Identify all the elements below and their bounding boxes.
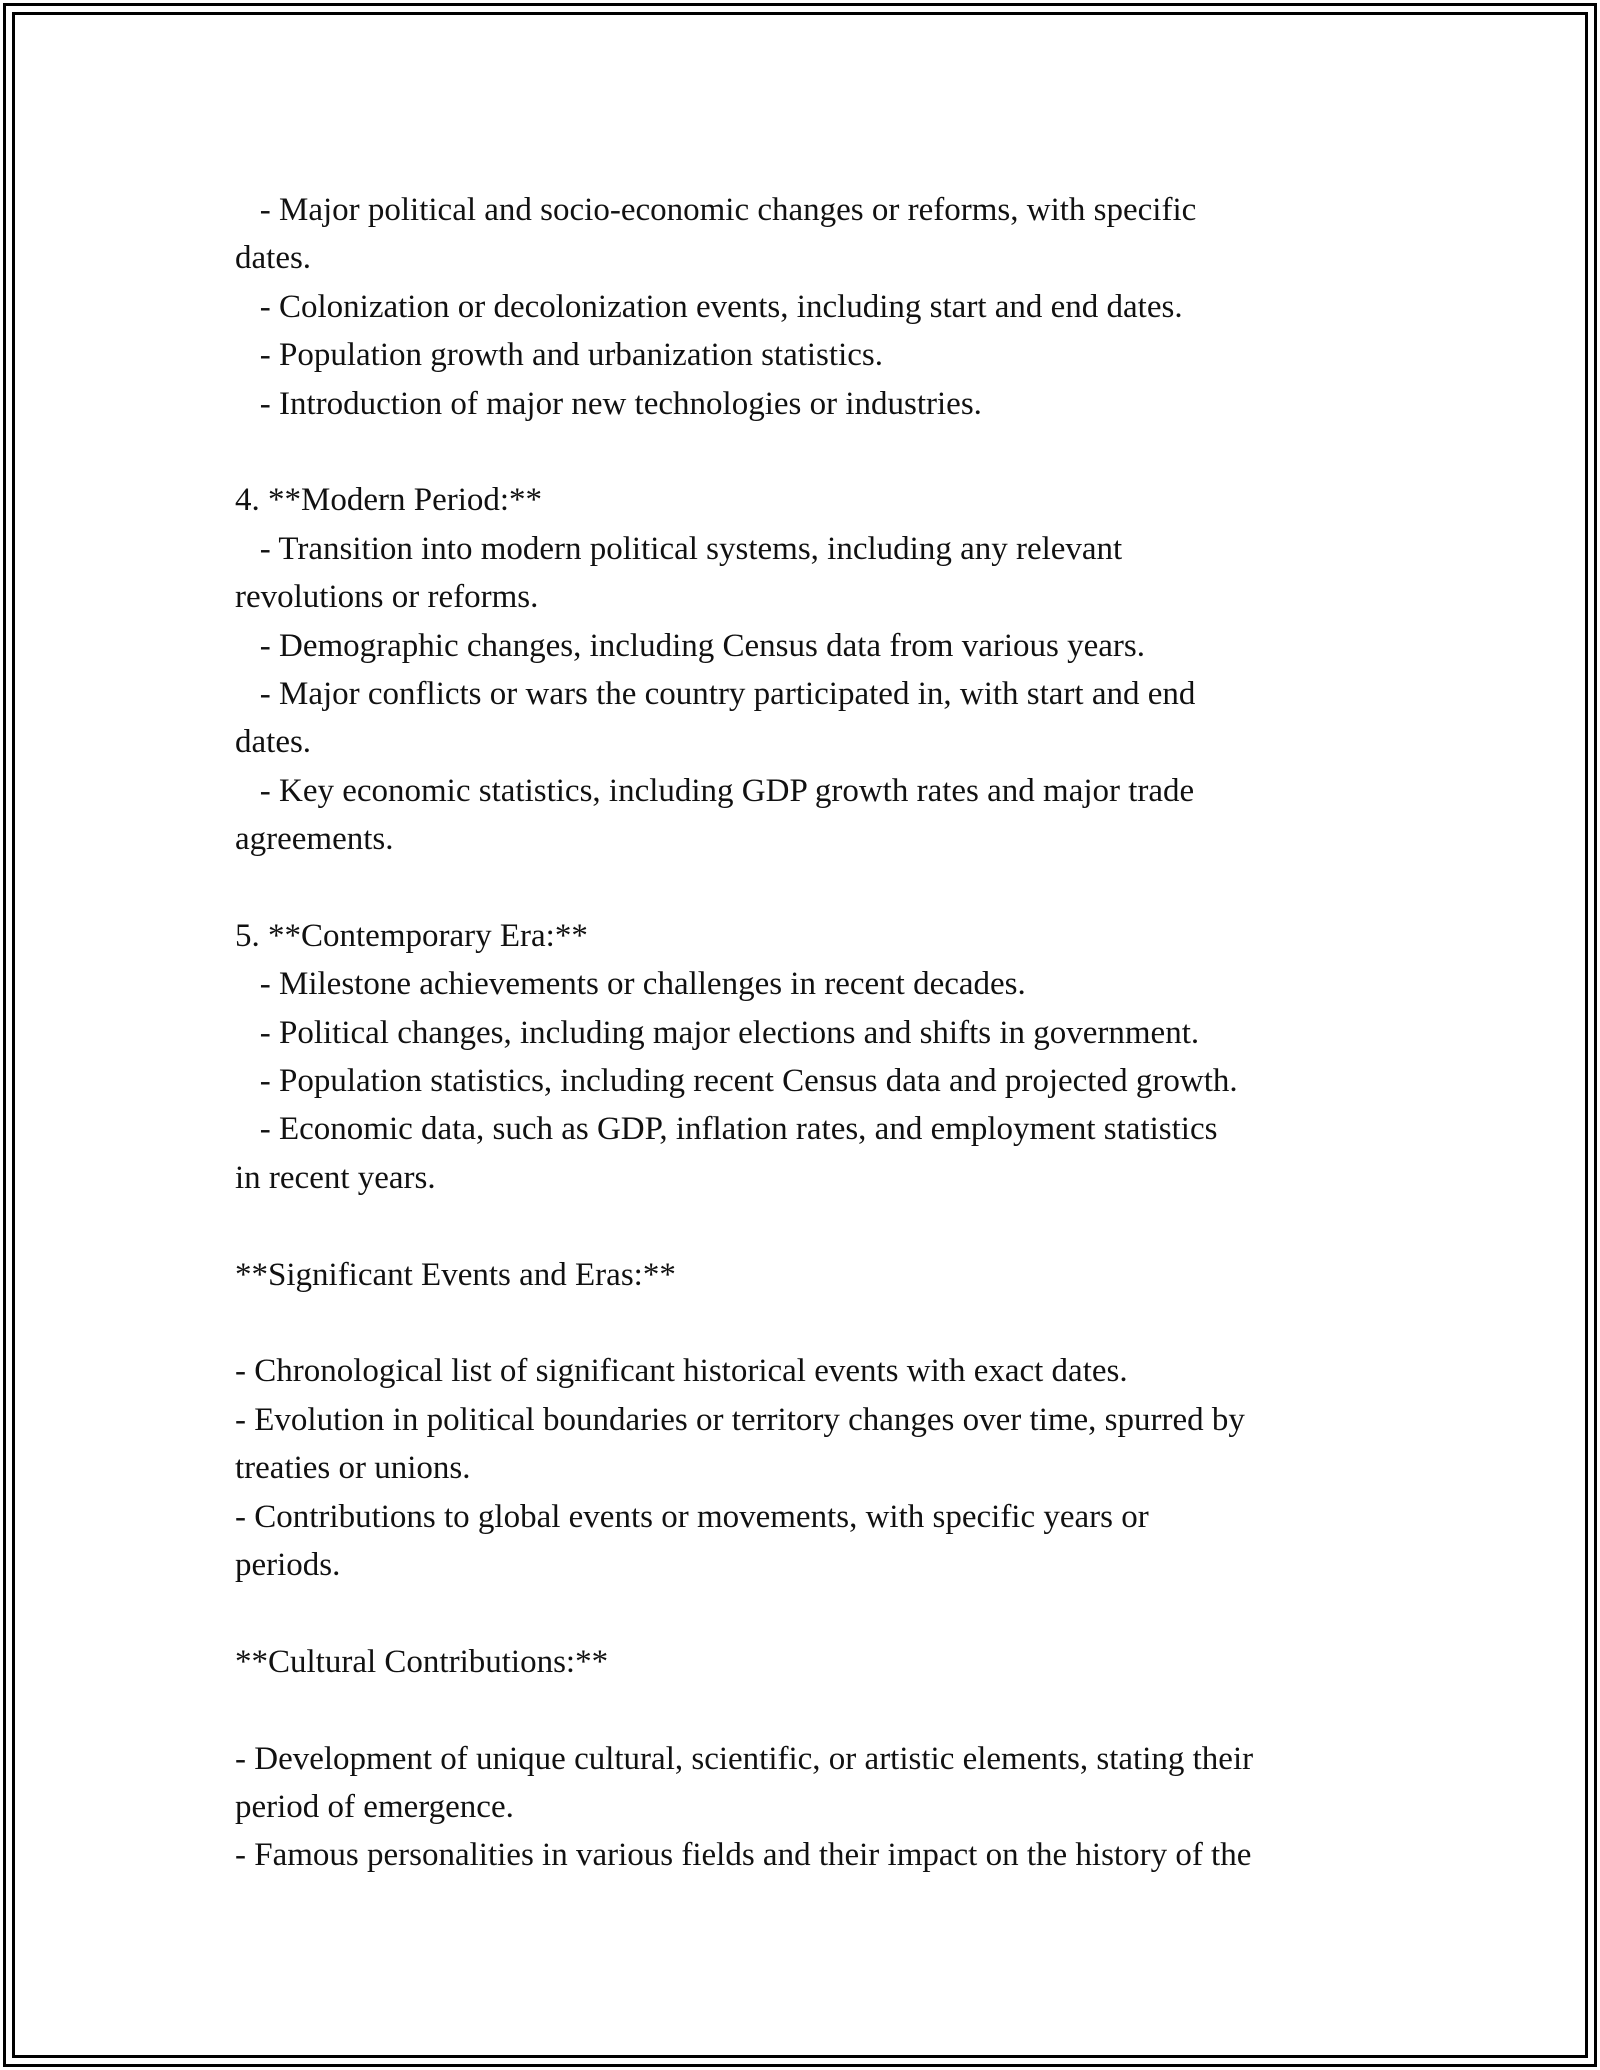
text-line: period of emergence. <box>235 1788 514 1825</box>
text-line: - Population statistics, including recent Census data and projected growth. <box>235 1063 1238 1100</box>
text-line: revolutions or reforms. <box>235 579 539 616</box>
text-line: - Political changes, including major elections and shifts in government. <box>235 1014 1200 1051</box>
text-line: **Significant Events and Eras:** <box>235 1256 676 1293</box>
text-line: - Development of unique cultural, scientific, or artistic elements, stating their <box>235 1740 1254 1777</box>
blank-line <box>235 1202 1375 1250</box>
text-line: - Transition into modern political systems, including any relevant <box>235 530 1123 567</box>
text-line: periods. <box>235 1546 341 1583</box>
text-line: **Cultural Contributions:** <box>235 1643 609 1680</box>
text-line: in recent years. <box>235 1159 436 1196</box>
text-line: - Major conflicts or wars the country participated in, with start and end <box>235 675 1196 712</box>
text-line: - Major political and socio-economic changes or reforms, with specific <box>235 192 1197 228</box>
text-line: 4. **Modern Period:** <box>235 482 543 519</box>
text-line: treaties or unions. <box>235 1450 471 1487</box>
text-line: 5. **Contemporary Era:** <box>235 917 588 954</box>
blank-line <box>235 428 1375 476</box>
text-line: - Demographic changes, including Census data from various years. <box>235 627 1145 664</box>
text-line: - Economic data, such as GDP, inflation rates, and employment statistics <box>235 1111 1218 1148</box>
blank-line <box>235 1299 1375 1347</box>
document-body <box>235 186 1375 1880</box>
text-line: - Evolution in political boundaries or territory changes over time, spurred by <box>235 1401 1245 1438</box>
text-line: - Milestone achievements or challenges in recent decades. <box>235 966 1026 1003</box>
text-line: - Population growth and urbanization statistics. <box>235 337 883 374</box>
text-line: - Contributions to global events or movements, with specific years or <box>235 1498 1149 1535</box>
text-line: - Colonization or decolonization events, including start and end dates. <box>235 288 1183 325</box>
blank-line <box>235 1686 1375 1734</box>
text-line: agreements. <box>235 821 394 858</box>
text-line: dates. <box>235 724 312 761</box>
text-line: - Famous personalities in various fields and their impact on the history of the <box>235 1837 1252 1874</box>
text-line: dates. <box>235 240 312 277</box>
blank-line <box>235 1589 1375 1637</box>
text-line: - Introduction of major new technologies or industries. <box>235 385 982 422</box>
blank-line <box>235 863 1375 911</box>
text-line: - Chronological list of significant historical events with exact dates. <box>235 1353 1128 1390</box>
text-line: - Key economic statistics, including GDP growth rates and major trade <box>235 772 1195 809</box>
